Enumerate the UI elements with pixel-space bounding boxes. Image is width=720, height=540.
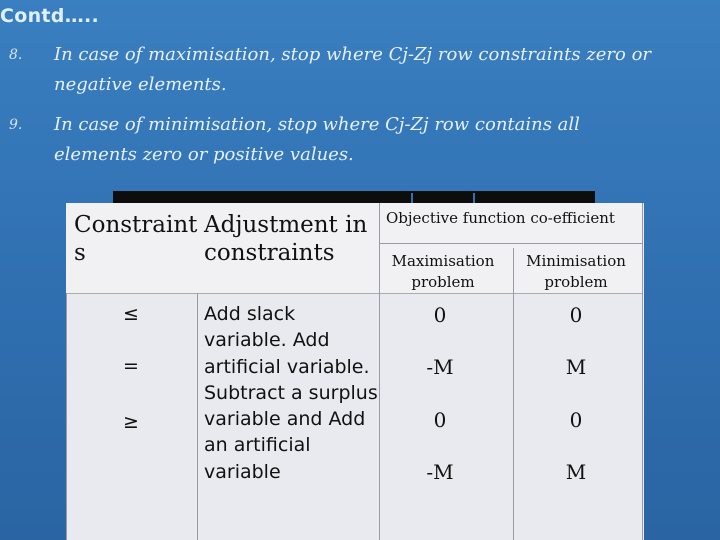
min-value: 0 — [569, 303, 583, 327]
point-text: In case of maximisation, stop where Cj-Zj row constraints zero or negative elements. — [54, 44, 652, 95]
header-objective-coefficient: Objective function co-efficient — [386, 209, 615, 227]
min-value: M — [565, 355, 587, 379]
header-constraints: Constraint s — [74, 212, 198, 266]
max-value: 0 — [433, 408, 447, 432]
symbol-less-equal: ≤ — [123, 303, 139, 325]
point-number: 8. — [9, 47, 23, 63]
max-value: -M — [426, 460, 454, 484]
constraints-table — [66, 203, 644, 540]
symbol-equal: = — [123, 355, 139, 377]
point-text: In case of minimisation, stop where Cj-Zj row contains all elements zero or positive values. — [54, 114, 580, 165]
max-value: 0 — [433, 303, 447, 327]
point-number: 9. — [9, 117, 23, 133]
min-value: M — [565, 460, 587, 484]
slide-title: Contd….. — [0, 5, 100, 27]
column-divider — [513, 248, 514, 540]
header-adjustment: Adjustment in constraints — [204, 212, 368, 266]
table-border — [642, 203, 643, 540]
adjustment-text: Add slack variable. Add artificial variable. Subtract a surplus variable and Add an artificial variable — [204, 303, 378, 483]
min-value: 0 — [569, 408, 583, 432]
table-border — [66, 293, 67, 540]
header-maximisation: Maximisation problem — [391, 252, 495, 291]
column-divider — [197, 293, 198, 540]
header-minimisation: Minimisation problem — [526, 252, 626, 291]
row-divider — [379, 243, 643, 244]
max-value: -M — [426, 355, 454, 379]
symbol-greater-equal: ≥ — [123, 411, 139, 433]
column-divider — [379, 203, 380, 540]
